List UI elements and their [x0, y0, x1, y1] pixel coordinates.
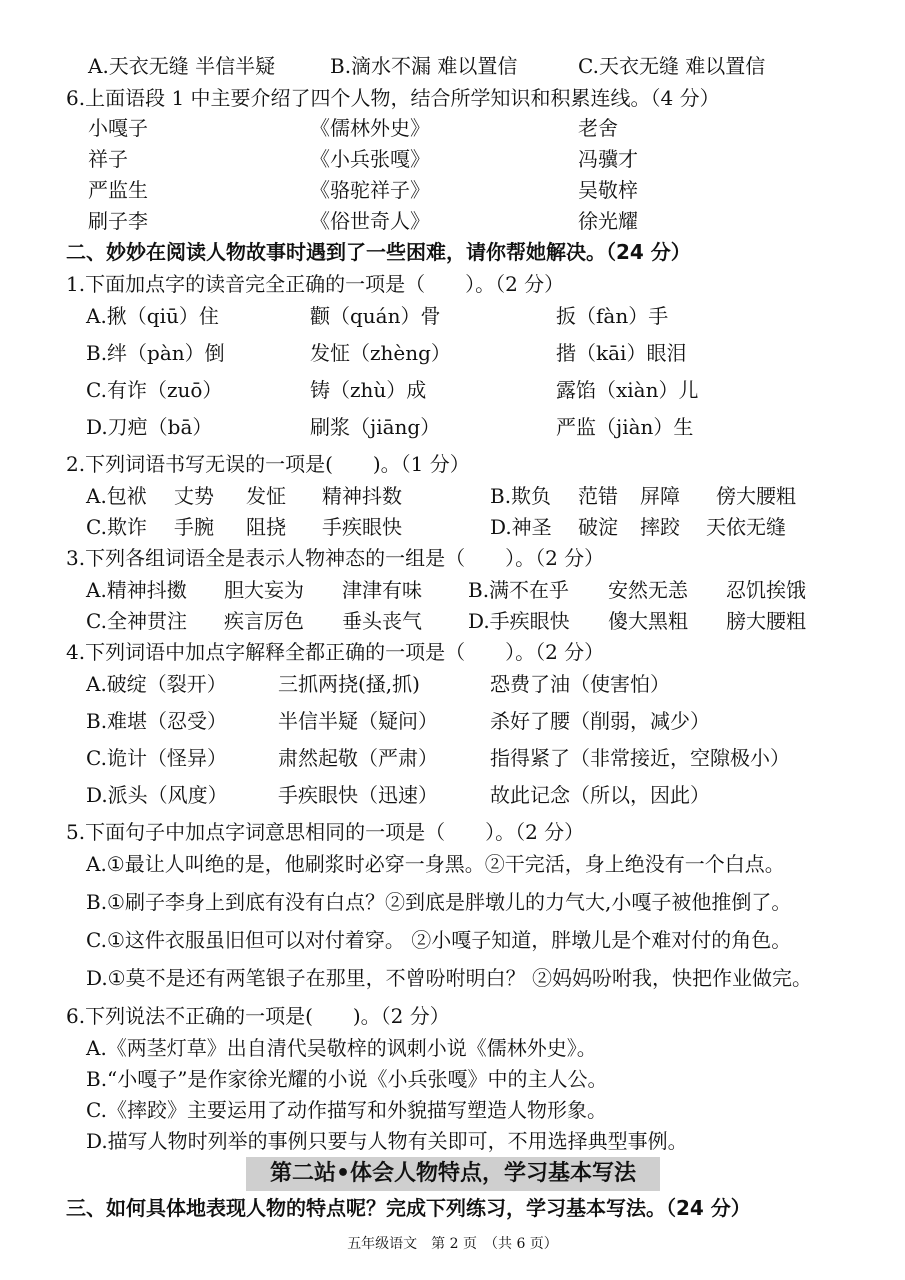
q3-word: 垂头丧气	[342, 609, 422, 633]
q6b-option: C.《摔跤》主要运用了动作描写和外貌描写塑造人物形象。	[86, 1098, 607, 1122]
match-character: 刷子李	[88, 209, 148, 233]
q4-option: 杀好了腰（削弱，减少）	[490, 709, 710, 733]
q1-option: 铸（zhù）成	[310, 378, 427, 402]
q3-word: 忍饥挨饿	[726, 578, 806, 602]
match-book: 《俗世奇人》	[310, 209, 430, 233]
q1-option: C.有诈（zuō）	[86, 378, 223, 402]
match-author: 徐光耀	[578, 209, 638, 233]
section-3-title: 三、如何具体地表现人物的特点呢？完成下列练习，学习基本写法。（24 分）	[66, 1196, 751, 1220]
q1-option: 揩（kāi）眼泪	[556, 341, 687, 365]
q4-option: 肃然起敬（严肃）	[278, 746, 438, 770]
q2-word: 摔跤	[640, 515, 680, 539]
question-6-stem: 6.上面语段 1 中主要介绍了四个人物，结合所学知识和积累连线。（4 分）	[66, 86, 720, 110]
q4-option: 指得紧了（非常接近，空隙极小）	[490, 746, 790, 770]
q4-option: 故此记念（所以，因此）	[490, 783, 710, 807]
question-5-stem: 5.下面句子中加点字词意思相同的一项是（ ）。（2 分）	[66, 820, 585, 844]
q4-option: A.破绽（裂开）	[86, 672, 227, 696]
q2-word: 阻挠	[246, 515, 286, 539]
q2-word: B.欺负	[490, 484, 552, 508]
q2-word: 丈势	[174, 484, 214, 508]
q3-word: 疾言厉色	[224, 609, 304, 633]
q5-option: B.①刷子李身上到底有没有白点？②到底是胖墩儿的力气大,小嘎子被他推倒了。	[86, 890, 792, 914]
match-character: 祥子	[88, 147, 128, 171]
match-book: 《小兵张嘎》	[310, 147, 430, 171]
q2-word: 发怔	[246, 484, 286, 508]
q1-option: 颧（quán）骨	[310, 304, 441, 328]
q4-option: C.诡计（怪异）	[86, 746, 227, 770]
match-author: 老舍	[578, 116, 618, 140]
option-b: B.滴水不漏 难以置信	[330, 54, 518, 78]
q4-option: 恐费了油（使害怕）	[490, 672, 670, 696]
match-author: 吴敬梓	[578, 178, 638, 202]
q5-option: A.①最让人叫绝的是，他刷浆时必穿一身黑。②干完活，身上绝没有一个白点。	[86, 852, 785, 876]
section-2-title: 二、妙妙在阅读人物故事时遇到了一些困难，请你帮她解决。（24 分）	[66, 240, 691, 264]
q3-word: A.精神抖擞	[86, 578, 187, 602]
match-book: 《骆驼祥子》	[310, 178, 430, 202]
q2-word: 屏障	[640, 484, 680, 508]
q2-word: 精神抖数	[322, 484, 402, 508]
q3-word: 胆大妄为	[224, 578, 304, 602]
q2-word: 手疾眼快	[322, 515, 402, 539]
q1-option: 刷浆（jiāng）	[310, 415, 441, 439]
q1-option: 发怔（zhèng）	[310, 341, 451, 365]
q3-word: 津津有味	[342, 578, 422, 602]
match-author: 冯骥才	[578, 147, 638, 171]
q1-option: 露馅（xiàn）儿	[556, 378, 699, 402]
q4-option: B.难堪（忍受）	[86, 709, 228, 733]
q3-word: 傻大黑粗	[608, 609, 688, 633]
q4-option: 半信半疑（疑问）	[278, 709, 438, 733]
q1-option: 严监（jiàn）生	[556, 415, 694, 439]
q6b-option: B.“小嘎子”是作家徐光耀的小说《小兵张嘎》中的主人公。	[86, 1067, 608, 1091]
q4-option: 手疾眼快（迅速）	[278, 783, 438, 807]
option-c: C.天衣无缝 难以置信	[578, 54, 766, 78]
q3-word: 安然无恙	[608, 578, 688, 602]
q2-word: 天依无缝	[706, 515, 786, 539]
question-6b-stem: 6.下列说法不正确的一项是( )。（2 分）	[66, 1004, 450, 1028]
station-banner-text: 第二站•体会人物特点，学习基本写法	[269, 1161, 637, 1186]
q2-word: 范错	[578, 484, 618, 508]
q1-option: 扳（fàn）手	[556, 304, 669, 328]
q6b-option: D.描写人物时列举的事例只要与人物有关即可，不用选择典型事例。	[86, 1129, 688, 1153]
q1-option: D.刀疤（bā）	[86, 415, 213, 439]
q2-word: 破淀	[578, 515, 618, 539]
match-book: 《儒林外史》	[310, 116, 430, 140]
q6b-option: A.《两茎灯草》出自清代吴敬梓的讽刺小说《儒林外史》。	[86, 1036, 597, 1060]
q1-option: A.揪（qiū）住	[86, 304, 219, 328]
q5-option: C.①这件衣服虽旧但可以对付着穿。 ②小嘎子知道，胖墩儿是个难对付的角色。	[86, 928, 792, 952]
q4-option: D.派头（风度）	[86, 783, 228, 807]
q2-word: 手腕	[174, 515, 214, 539]
match-character: 小嘎子	[88, 116, 148, 140]
option-a: A.天衣无缝 半信半疑	[88, 54, 276, 78]
q4-option: 三抓两挠(搔,抓)	[278, 672, 420, 696]
station-banner	[246, 1157, 660, 1191]
q3-word: C.全神贯注	[86, 609, 187, 633]
q1-option: B.绊（pàn）倒	[86, 341, 225, 365]
q3-word: 膀大腰粗	[726, 609, 806, 633]
q3-word: B.满不在乎	[468, 578, 570, 602]
q2-word: D.神圣	[490, 515, 552, 539]
q2-word: C.欺诈	[86, 515, 147, 539]
question-4-stem: 4.下列词语中加点字解释全都正确的一项是（ ）。（2 分）	[66, 640, 605, 664]
match-character: 严监生	[88, 178, 148, 202]
q3-word: D.手疾眼快	[468, 609, 570, 633]
question-2-stem: 2.下列词语书写无误的一项是( )。（1 分）	[66, 452, 470, 476]
q2-word: 傍大腰粗	[716, 484, 796, 508]
page-footer: 五年级语文 第 2 页 （共 6 页）	[347, 1236, 558, 1252]
q2-word: A.包袱	[86, 484, 147, 508]
q5-option: D.①莫不是还有两笔银子在那里，不曾吩咐明白？ ②妈妈吩咐我，快把作业做完。	[86, 966, 812, 990]
question-3-stem: 3.下列各组词语全是表示人物神态的一组是（ ）。（2 分）	[66, 546, 605, 570]
question-1-stem: 1.下面加点字的读音完全正确的一项是（ ）。（2 分）	[66, 272, 565, 296]
